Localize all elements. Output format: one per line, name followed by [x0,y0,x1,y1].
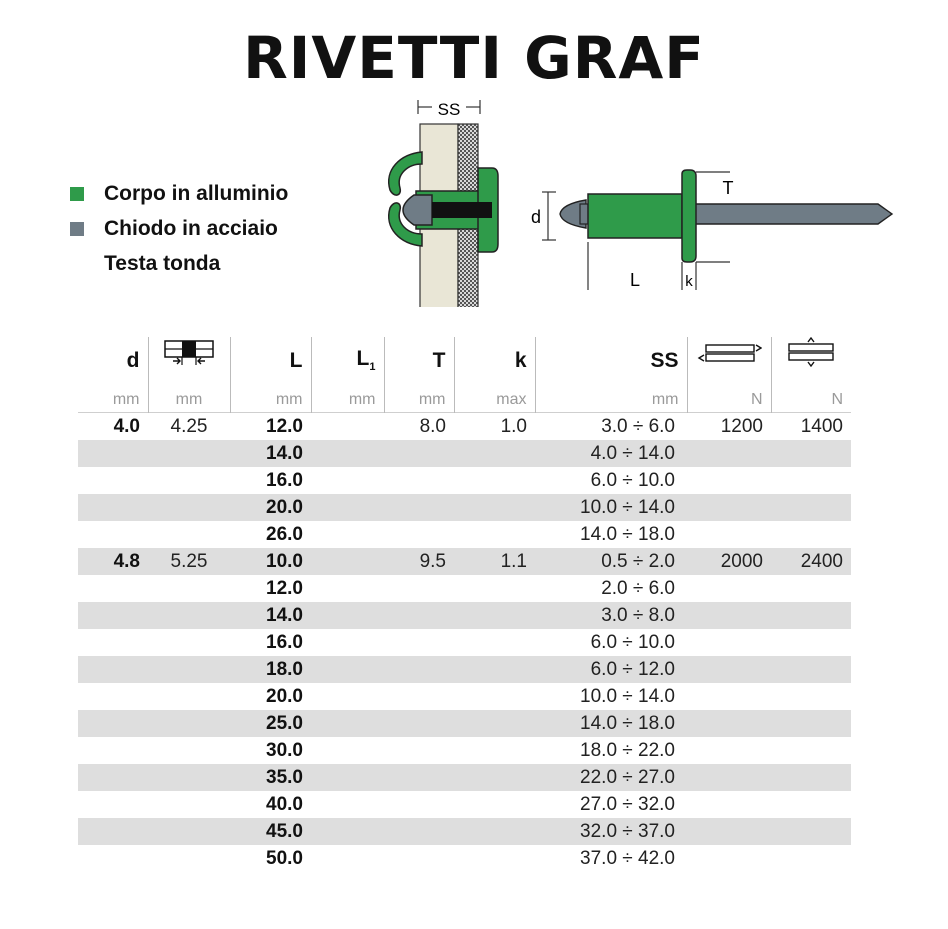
ss-dimension-label: SS [437,100,461,119]
cell-l1 [311,818,384,845]
cell-k [454,602,535,629]
cell-shear [687,629,771,656]
cell-k [454,467,535,494]
cell-tensile [771,521,851,548]
cell-hole [148,629,230,656]
cell-t: 9.5 [384,548,454,575]
table-row [78,494,851,521]
cell-d [78,764,148,791]
cell-hole [148,710,230,737]
cell-shear [687,521,771,548]
cell-t [384,737,454,764]
legend-item-steel-mandrel [70,211,288,246]
cell-t [384,818,454,845]
cell-ss: 6.0 ÷ 12.0 [535,656,687,683]
cell-d [78,602,148,629]
cell-hole [148,575,230,602]
table-row [78,818,851,845]
cell-tensile [771,764,851,791]
cell-ss: 32.0 ÷ 37.0 [535,818,687,845]
cell-ss: 10.0 ÷ 14.0 [580,685,675,707]
cell-t [384,764,454,791]
table-units-row [78,373,851,413]
cell-ss: 18.0 ÷ 22.0 [580,739,675,761]
cell-shear [687,737,771,764]
cell-l1 [311,467,384,494]
cell-shear [687,575,771,602]
header-shear [687,337,771,373]
cell-shear [687,818,771,845]
cell-ss: 27.0 ÷ 32.0 [580,793,675,815]
l-dimension-label: L [629,270,641,290]
cell-l1 [311,413,384,441]
cell-l1 [311,737,384,764]
cell-tensile [771,629,851,656]
cell-hole [148,764,230,791]
table-row [78,656,851,683]
cell-k [454,818,535,845]
cell-l1 [311,575,384,602]
header-t: T [384,337,454,373]
cell-k [454,656,535,683]
cell-d [78,845,148,872]
unit-cell: mm [148,373,230,413]
cell-ss: 3.0 ÷ 8.0 [535,602,687,629]
unit-cell: max [454,373,535,413]
cell-l1 [311,629,384,656]
cell-hole [148,494,230,521]
cell-d [78,440,148,467]
cell-hole [148,602,230,629]
table-row [78,467,851,494]
cell-k [454,710,535,737]
cell-l: 20.0 [230,494,311,521]
cell-tensile [771,440,851,467]
cell-t [384,521,454,548]
unit-cell: mm [384,373,454,413]
cell-d [78,818,148,845]
hole-diameter-icon [163,337,215,367]
header-ss: SS [535,337,687,373]
legend [70,176,288,281]
cell-l: 25.0 [230,710,311,737]
cell-l: 10.0 [230,548,311,575]
k-dimension-label: k [685,273,693,290]
cell-shear [687,791,771,818]
header-k: k [454,337,535,373]
cell-l1 [311,710,384,737]
header-tensile [771,337,851,373]
cell-ss: 10.0 ÷ 14.0 [535,494,687,521]
cell-l: 16.0 [266,631,303,653]
unit-cell: N [687,373,771,413]
cell-ss: 14.0 ÷ 18.0 [580,523,675,545]
cell-k [454,440,535,467]
cell-l: 16.0 [266,469,303,491]
cell-ss: 4.0 ÷ 14.0 [535,440,687,467]
cell-t [384,440,454,467]
cell-l1 [311,440,384,467]
cell-d [78,575,148,602]
cell-d [78,494,148,521]
cell-t [384,710,454,737]
page-title: RIVETTI GRAF [243,24,705,92]
cell-k: 1.1 [454,548,535,575]
cell-shear [687,656,771,683]
cell-d [78,683,148,710]
cell-l1 [311,548,384,575]
cell-l: 30.0 [266,739,303,761]
cell-l: 12.0 [266,415,303,437]
cell-t: 8.0 [419,415,446,437]
cell-l1 [311,845,384,872]
cell-tensile: 2400 [771,548,851,575]
cell-tensile [771,737,851,764]
cell-k [454,683,535,710]
cell-hole [148,656,230,683]
rivet-side-view [531,170,892,290]
cell-l: 20.0 [266,685,303,707]
cell-k [454,737,535,764]
cell-k [454,575,535,602]
table-row [78,710,851,737]
cell-hole [148,791,230,818]
cell-t [384,629,454,656]
cell-tensile: 1400 [800,415,843,437]
cell-shear: 2000 [687,548,771,575]
cell-t [384,494,454,521]
cell-ss: 0.5 ÷ 2.0 [535,548,687,575]
table-row [78,575,851,602]
cell-hole: 4.25 [170,415,208,437]
legend-label: Testa tonda [104,251,221,275]
cell-l: 14.0 [230,602,311,629]
cell-tensile [771,494,851,521]
cell-tensile [771,791,851,818]
cell-hole [148,737,230,764]
cell-l1 [311,764,384,791]
cell-k: 1.0 [500,415,527,437]
cell-ss: 2.0 ÷ 6.0 [601,577,675,599]
cell-t [384,575,454,602]
cell-k [454,521,535,548]
cell-l: 12.0 [266,577,303,599]
cell-l: 18.0 [230,656,311,683]
installed-rivet-section [389,100,498,307]
cell-shear [687,467,771,494]
table-row [78,683,851,710]
unit-cell: N [831,391,843,408]
table-row [78,602,851,629]
cell-shear [687,440,771,467]
cell-l: 14.0 [230,440,311,467]
table-row [78,845,851,872]
table-row [78,764,851,791]
cell-ss: 6.0 ÷ 10.0 [590,631,675,653]
unit-cell: mm [230,373,311,413]
unit-cell: mm [535,373,687,413]
green-square-icon [70,187,84,201]
legend-label: Corpo in alluminio [104,181,289,205]
cell-d [78,629,148,656]
cell-t [384,656,454,683]
cell-tensile [771,575,851,602]
cell-shear: 1200 [720,415,763,437]
cell-l: 50.0 [266,847,303,869]
cell-l1 [311,521,384,548]
cell-tensile [771,710,851,737]
cell-l: 35.0 [230,764,311,791]
cell-shear [687,683,771,710]
cell-k [454,629,535,656]
legend-label: Chiodo in acciaio [104,216,278,240]
table-row [78,440,851,467]
cell-l1 [311,494,384,521]
cell-k [454,845,535,872]
cell-l1 [311,656,384,683]
header-l: L [230,337,311,373]
cell-tensile [771,656,851,683]
header-hole [148,337,230,373]
cell-ss: 22.0 ÷ 27.0 [535,764,687,791]
cell-shear [687,602,771,629]
rivet-spec-table [78,337,851,872]
cell-l1 [311,683,384,710]
cell-d [78,710,148,737]
header-d: d [78,337,148,373]
cell-k [454,494,535,521]
cell-hole [148,683,230,710]
cell-d [78,737,148,764]
legend-item-round-head [70,246,288,281]
shear-strength-icon [696,341,762,367]
cell-ss: 6.0 ÷ 10.0 [590,469,675,491]
cell-hole [148,467,230,494]
cell-hole [148,440,230,467]
cell-l: 26.0 [266,523,303,545]
cell-l1 [311,602,384,629]
cell-shear [687,845,771,872]
cell-shear [687,764,771,791]
unit-cell: mm [311,373,384,413]
cell-t [384,791,454,818]
cell-t [384,602,454,629]
cell-hole [148,845,230,872]
cell-d [78,791,148,818]
table-row [78,548,851,575]
cell-d [78,521,148,548]
cell-k [454,791,535,818]
cell-d: 4.8 [78,548,148,575]
header-l1: $L_1$ [311,337,384,373]
cell-hole [148,521,230,548]
cell-ss: 37.0 ÷ 42.0 [580,847,675,869]
cell-d: 4.0 [113,415,140,437]
cell-tensile [771,818,851,845]
t-dimension-label: T [722,178,734,198]
cell-ss: 14.0 ÷ 18.0 [535,710,687,737]
cell-shear [687,710,771,737]
d-dimension-label: d [530,207,541,227]
table-row [78,629,851,656]
cell-shear [687,494,771,521]
cell-tensile [771,845,851,872]
cell-hole [148,818,230,845]
cell-tensile [771,602,851,629]
table-header-row [78,337,851,373]
tensile-strength-icon [786,337,836,367]
table-row [78,791,851,818]
cell-tensile [771,683,851,710]
unit-cell: mm [78,373,148,413]
table-row [78,521,851,548]
cell-d [78,467,148,494]
cell-ss: 3.0 ÷ 6.0 [601,415,675,437]
cell-l: 40.0 [266,793,303,815]
cell-l: 45.0 [230,818,311,845]
cell-t [384,467,454,494]
cell-d [78,656,148,683]
cell-k [454,764,535,791]
cell-t [384,845,454,872]
cell-t [384,683,454,710]
legend-item-aluminium-body [70,176,288,211]
grey-square-icon [70,222,84,236]
table-row [78,737,851,764]
rivet-diagram [370,92,910,307]
cell-tensile [771,467,851,494]
cell-hole: 5.25 [148,548,230,575]
table-row [78,413,851,441]
cell-l1 [311,791,384,818]
